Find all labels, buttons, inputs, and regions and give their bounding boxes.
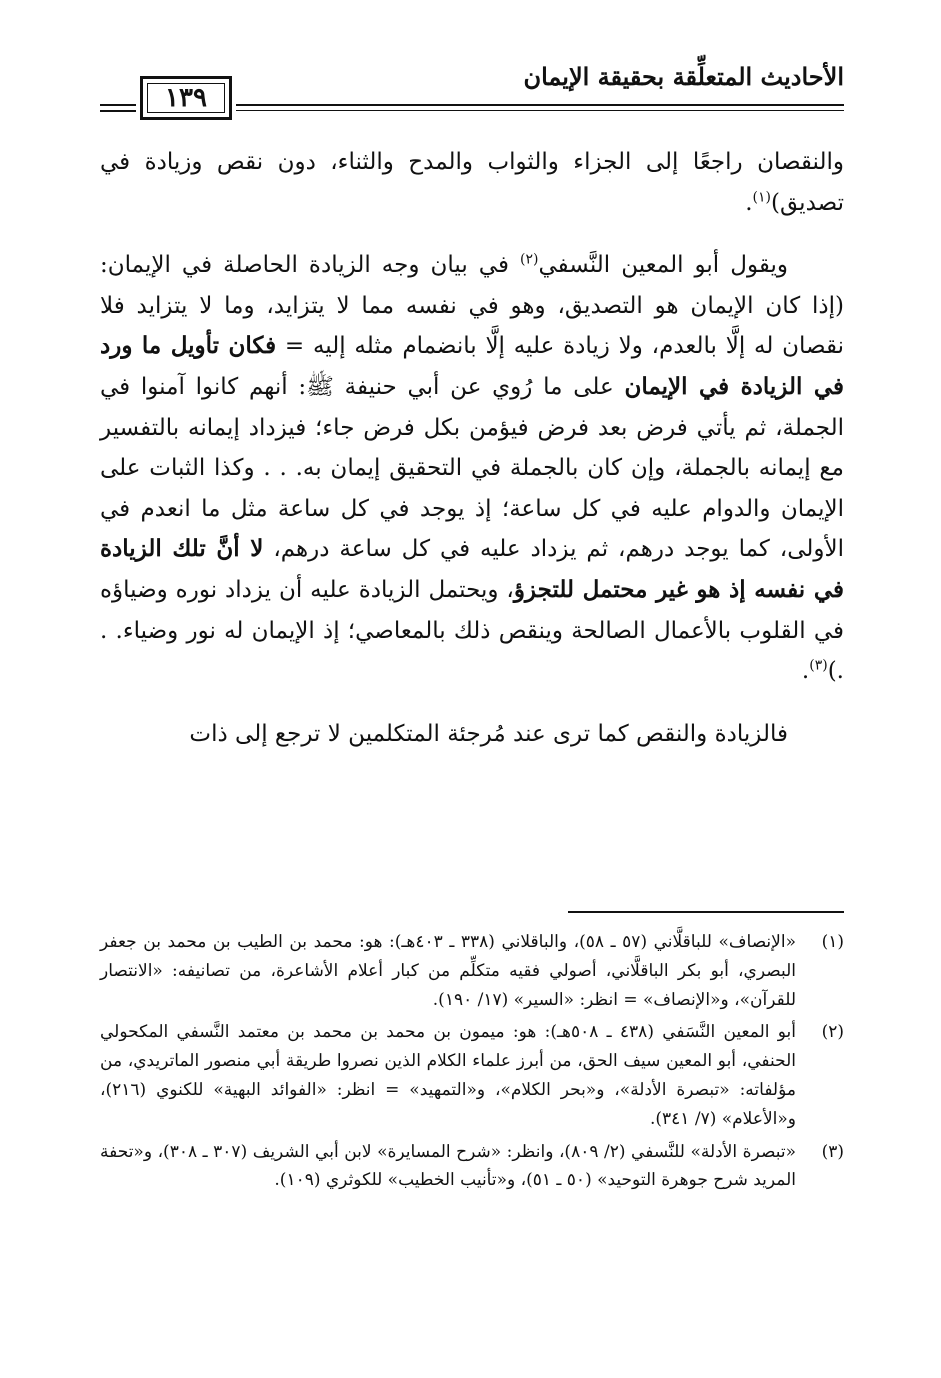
footnote-text: أبو المعين النَّسَفي (٤٣٨ ـ ٥٠٨هـ): هو: ميمون بن محمد بن محمد بن معتمد النَّسفي المكحولي الحنفي، أبو المعين سيف الحق، من أبرز علماء الكلام الذين نصروا طريقة أبي منصور الماتريدي، من مؤلفاته: «تبصرة الأدلة»، و«بحر الكلام»، و«التمهيد» = انظر: «الفوائد البهية» للكنوي (٢١٦)، و«الأعلام» (٧/ ٣٤١). <box>100 1022 796 1129</box>
paragraph-2-text-3: على ما رُوي عن أبي حنيفة ﷺ: أنهم كانوا آمنوا في الجملة، ثم يأتي فرض بعد فرض فيؤمن بكل فرض جاء؛ فيزداد إيمانه بالتفسير مع إيمانه بالجملة، وإن كان بالجملة في التحقيق إيمان به. . . وكذا الثبات على الإيمان والدوام عليه في كل ساعة؛ إذ يوجد في كل ساعة مثل ما انعدم في الأولى، كما يوجد درهم، ثم يزداد عليه في كل ساعة درهم، <box>100 373 844 563</box>
header-rule-right <box>236 104 844 106</box>
paragraph-2-text-1: ويقول أبو المعين النَّسفي <box>538 252 788 279</box>
footnote-number: (٣) <box>821 1141 844 1162</box>
paragraph-3-text: فالزيادة والنقص كما ترى عند مُرجئة المتكلمين لا ترجع إلى ذات <box>189 720 788 747</box>
header-rule-left <box>100 104 136 106</box>
page-header <box>100 62 844 124</box>
footnote-separator <box>568 911 844 913</box>
footnote-1 <box>100 928 844 1014</box>
footnote-number: (١) <box>821 932 844 952</box>
main-text <box>100 142 844 754</box>
paragraph-1-text: والنقصان راجعًا إلى الجزاء والثواب والمدح والثناء، دون نقص وزيادة في تصديق) <box>100 149 844 216</box>
footnote-text: «الإنصاف» للباقلَّاني (٥٧ ـ ٥٨)، والباقلاني (٣٣٨ ـ ٤٠٣هـ): هو: محمد بن الطيب بن محمد بن جعفر البصري، أبو بكر الباقلَّاني، أصولي فقيه متكلِّم من كبار أعلام الأشاعرة، من تصانيفه: «الانتصار للقرآن»، و«الإنصاف» = انظر: «السير» (١٧/ ١٩٠). <box>100 932 796 1010</box>
footnote-text: «تبصرة الأدلة» للنَّسفي (٢/ ٨٠٩)، وانظر: «شرح المسايرة» لابن أبي الشريف (٣٠٧ ـ ٣٠٨)، و«تحفة المريد شرح جوهرة التوحيد» (٥٠ ـ ٥١)، و«تأنيب الخطيب» للكوثري (١٠٩). <box>100 1141 796 1191</box>
paragraph-1 <box>100 142 844 223</box>
paragraph-2-bold-2: لا أنَّ تلك الزيادة في نفسه إذ هو غير محتمل للتجزؤ <box>100 535 844 603</box>
paragraph-2-text-2: في بيان وجه الزيادة الحاصلة في الإيمان: (إذا كان الإيمان هو التصديق، وهو في نفسه مما لا يتزايد، وما لا يتزايد فلا نقصان له إلَّا بالعدم، ولا زيادة عليه إلَّا بانضمام مثله إليه = <box>100 252 844 360</box>
header-rule-left-lower <box>100 110 136 112</box>
paragraph-3 <box>100 714 844 755</box>
paragraph-2 <box>100 245 844 692</box>
footnotes <box>100 928 844 1195</box>
page-number: ١٣٩ <box>147 83 225 113</box>
header-rule-right-lower <box>236 110 844 111</box>
footnote-ref-2: (٢) <box>520 251 539 268</box>
running-title: الأحاديث المتعلِّقة بحقيقة الإيمان <box>523 62 844 91</box>
footnote-3 <box>100 1138 844 1196</box>
footnote-2 <box>100 1018 844 1133</box>
footnote-ref-3: (٣) <box>809 657 828 674</box>
paragraph-2-text-4: ، ويحتمل الزيادة عليه أن يزداد نوره وضياؤه في القلوب بالأعمال الصالحة وينقص ذلك بالمعاصي؛ إذ الإيمان له نور وضياء. . .) <box>100 576 844 685</box>
paragraph-2-end: . <box>801 658 810 685</box>
page-number-box <box>140 76 232 120</box>
paragraph-2-bold-1: فكان تأويل ما ورد في الزيادة في الإيمان <box>100 332 844 400</box>
paragraph-1-end: . <box>745 189 753 216</box>
footnote-number: (٢) <box>821 1022 844 1043</box>
footnote-ref-1: (١) <box>752 188 772 205</box>
